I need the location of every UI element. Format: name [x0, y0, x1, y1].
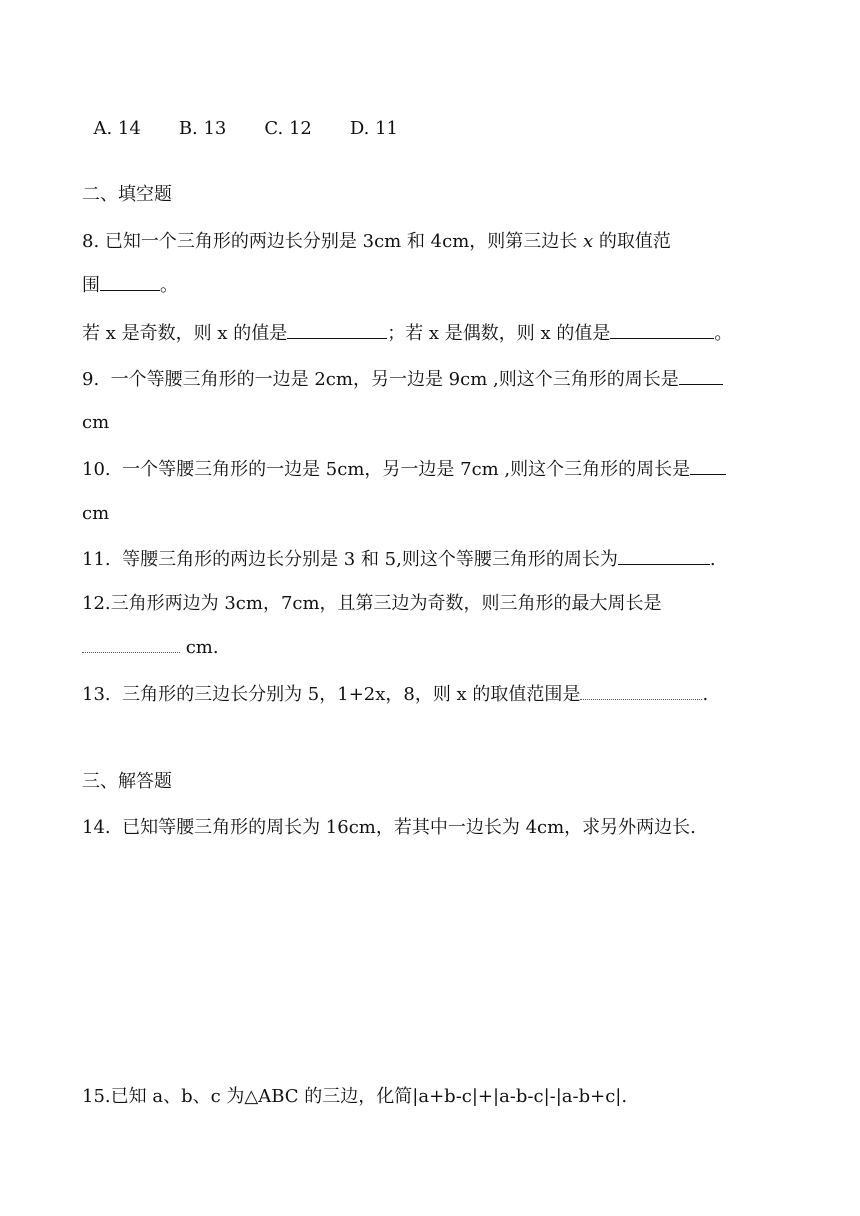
- prev-options: [82, 93, 398, 141]
- q8-text-d: 。: [160, 275, 178, 296]
- q12-unit: cm.: [180, 637, 219, 658]
- q12-text: 12.三角形两边为 3cm，7cm，且第三边为奇数，则三角形的最大周长是: [82, 593, 662, 614]
- q8-end: 。: [714, 323, 733, 344]
- q8-text-c: 围: [82, 275, 100, 296]
- answer-blank[interactable]: [100, 274, 160, 291]
- section-heading-fill-in: 二、填空题: [82, 184, 172, 205]
- q10-text: 10. 一个等腰三角形的一边是 5cm，另一边是 7cm ,则这个三角形的周长是: [82, 459, 691, 480]
- q13-text: 13. 三角形的三边长分别为 5，1+2x，8，则 x 的取值范围是: [82, 684, 581, 705]
- answer-blank[interactable]: [679, 368, 723, 385]
- answer-blank[interactable]: [287, 322, 387, 339]
- answer-blank[interactable]: [82, 636, 180, 653]
- question-12: [82, 592, 662, 616]
- question-8-line-3: [82, 322, 732, 346]
- answer-blank[interactable]: [580, 683, 702, 700]
- option-b: B. 13: [178, 118, 227, 139]
- question-8-line-1: [82, 230, 671, 254]
- question-11: [82, 548, 716, 572]
- option-a: A. 14: [93, 118, 141, 139]
- q8-text-a: 8. 已知一个三角形的两边长分别是 3cm 和 4cm，则第三边长: [82, 231, 583, 252]
- option-c: C. 12: [264, 118, 312, 139]
- answer-blank[interactable]: [610, 322, 714, 339]
- option-d: D. 11: [349, 118, 399, 139]
- section-heading-solve: 三、解答题: [82, 771, 172, 792]
- question-14: 14. 已知等腰三角形的周长为 16cm，若其中一边长为 4cm，求另外两边长.: [82, 817, 696, 838]
- question-8-line-2: [82, 274, 178, 298]
- q11-end: .: [709, 549, 716, 570]
- q8-even-text: ；若 x 是偶数，则 x 的值是: [387, 323, 611, 344]
- question-12-line-2: [82, 636, 219, 660]
- question-15: 15.已知 a、b、c 为△ABC 的三边，化简|a+b-c|+|a-b-c|-|a-b+c|.: [82, 1086, 628, 1107]
- question-10: [82, 458, 726, 482]
- question-9: [82, 368, 723, 392]
- question-13: [82, 683, 708, 707]
- q13-end: .: [702, 684, 709, 705]
- q11-text: 11. 等腰三角形的两边长分别是 3 和 5,则这个等腰三角形的周长为: [82, 549, 618, 570]
- q8-odd-text: 若 x 是奇数，则 x 的值是: [82, 323, 288, 344]
- q9-unit: cm: [82, 412, 110, 433]
- answer-blank[interactable]: [618, 548, 710, 565]
- q10-unit: cm: [82, 503, 110, 524]
- q9-text: 9. 一个等腰三角形的一边是 2cm，另一边是 9cm ,则这个三角形的周长是: [82, 369, 679, 390]
- q8-text-b: 的取值范: [593, 231, 671, 252]
- answer-blank[interactable]: [690, 458, 726, 475]
- q8-variable: x: [582, 231, 594, 252]
